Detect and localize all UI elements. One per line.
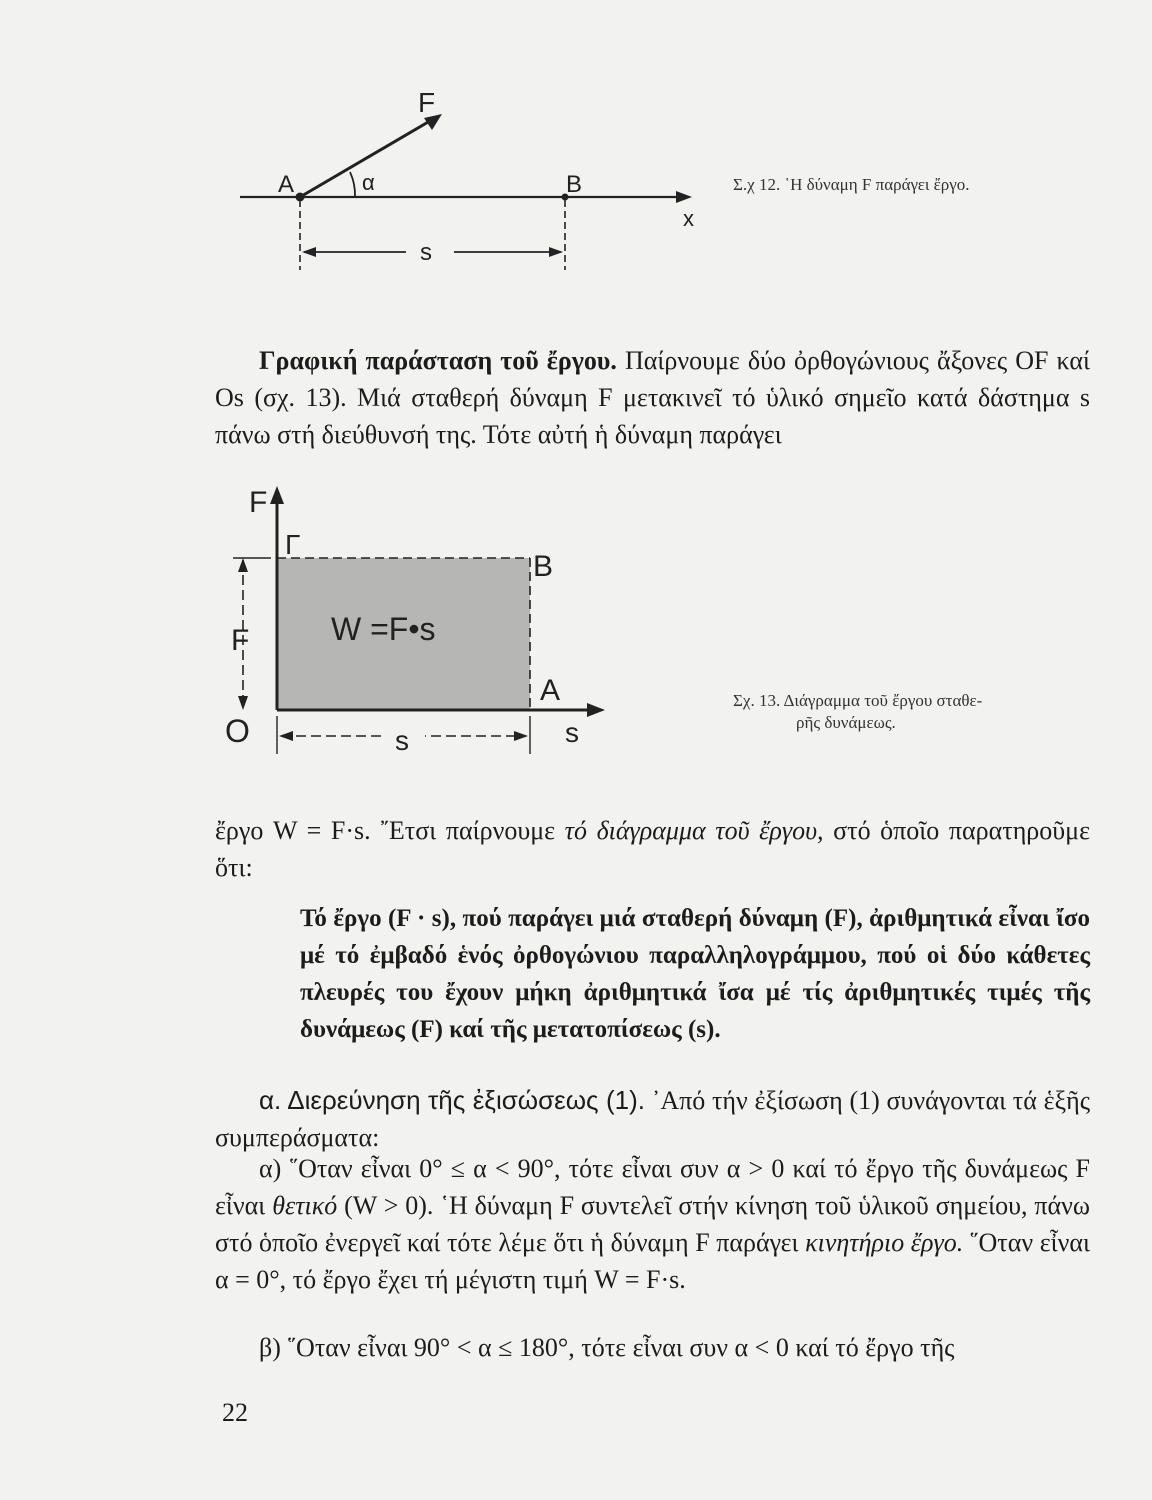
paragraph-graphical-representation bbox=[215, 342, 1090, 453]
figure-13 bbox=[215, 478, 655, 768]
label-b: B bbox=[533, 550, 554, 583]
label-gamma: Γ bbox=[285, 529, 301, 560]
label-b: B bbox=[566, 171, 583, 198]
paragraph-work-diagram bbox=[215, 812, 1090, 886]
paragraph-case-beta: β) ῞Οταν εἶναι 90° < α ≤ 180°, τότε εἶναι συν α < 0 καί τό ἔργο τῆς bbox=[259, 1333, 955, 1362]
figure-13-caption-line-1: Σχ. 13. Διάγραμμα τοῦ ἔργου σταθε- bbox=[733, 691, 983, 710]
f-dimension-arrow-bottom bbox=[238, 696, 248, 710]
paragraph-text: ᾿Από τήν ἐξίσωση (1) συνάγονται τά ἑξῆς συμπεράσματα: bbox=[215, 1086, 1090, 1152]
paragraph-case-alpha bbox=[215, 1150, 1090, 1298]
label-s: s bbox=[420, 239, 432, 266]
figure-12-caption: Σ.χ 12. ῾Η δύναμη F παράγει ἔργο. bbox=[733, 175, 970, 194]
paragraph-text: Παίρνουμε δύο ὀρθογώνιους ἄξονες OF καί Os (σχ. 13). Μιά σταθερή δύναμη F μετακινεῖ τό ὑλικό σημεῖο κατά δάστημα s πάνω στή διεύθυνσή της. Τότε αὐτή ἡ δύναμη παράγει bbox=[215, 346, 1090, 449]
displacement-arrow-left bbox=[302, 247, 316, 257]
figure-13-diagram bbox=[215, 478, 655, 768]
figure-13-caption-line-2: ρῆς δυνάμεως. bbox=[796, 713, 896, 732]
label-a: A bbox=[278, 171, 295, 198]
s-dimension-arrow-right bbox=[514, 731, 528, 741]
page-number: 22 bbox=[222, 1398, 248, 1427]
angle-arc bbox=[350, 172, 355, 197]
figure-12-diagram bbox=[230, 80, 710, 280]
f-axis-arrowhead bbox=[270, 486, 284, 504]
label-f-side: F bbox=[231, 624, 250, 657]
work-formula: W =F•s bbox=[331, 611, 436, 647]
label-a: A bbox=[540, 674, 561, 707]
case-alpha-text-2: (W > 0). ῾Η δύναμη F συντελεῖ στήν κίνηση τοῦ ὑλικοῦ σημείου, πάνω στό ὁποῖο ἐνεργεῖ καί τότε λέμε ὅτι ἡ δύναμη F παράγει bbox=[215, 1191, 1090, 1257]
s-axis-arrowhead bbox=[587, 703, 605, 717]
f-dimension-arrow-top bbox=[238, 558, 248, 572]
x-axis-arrowhead bbox=[676, 191, 692, 203]
case-alpha-italic-1: θετικό bbox=[272, 1191, 338, 1220]
label-s-axis: s bbox=[565, 717, 579, 748]
bold-statement: Τό ἔργο (F · s), πού παράγει μιά σταθερή δύναμη (F), ἀριθμητικά εἶναι ἴσο μέ τό ἐμβαδό ἑνός ὀρθογώνιου παραλληλογράμμου, πού οἱ δύο κάθετες πλευρές του ἔχουν μήκη ἀριθμητικά ἴσα μέ τίς ἀριθμητικές τιμές τῆς δυνάμεως (F) καί τῆς μετατοπίσεως (s). bbox=[300, 905, 1090, 1043]
label-x: x bbox=[683, 206, 694, 231]
paragraph-equation-investigation bbox=[215, 1082, 1090, 1156]
paragraph-text-end: στό ὁποῖο παρατηροῦμε ὅτι: bbox=[215, 816, 1091, 882]
paragraph-text-start: ἔργο W = F·s. ῎Ετσι παίρνουμε bbox=[215, 816, 565, 845]
case-alpha-italic-2: κινητήριο ἔργο. bbox=[805, 1228, 964, 1257]
figure-13-caption bbox=[733, 690, 982, 734]
displacement-arrow-right bbox=[549, 247, 563, 257]
case-alpha-text-3: ῞Οταν εἶναι α = 0°, τό ἔργο ἔχει τή μέγιστη τιμή W = F·s. bbox=[215, 1228, 1091, 1294]
s-dimension-arrow-left bbox=[279, 731, 293, 741]
paragraph-heading: α. Διερεύνηση τῆς ἐξισώσεως (1). bbox=[259, 1085, 645, 1115]
label-f-axis: F bbox=[249, 486, 268, 519]
label-f: F bbox=[418, 87, 436, 118]
case-alpha-text-1: α) ῞Οταν εἶναι 0° ≤ α < 90°, τότε εἶναι συν α > 0 καί τό ἔργο τῆς δυνάμεως F εἶναι bbox=[215, 1154, 1090, 1220]
label-s-dimension: s bbox=[395, 725, 409, 756]
label-o: O bbox=[225, 713, 250, 749]
paragraph-heading: Γραφική παράσταση τοῦ ἔργου. bbox=[259, 346, 617, 375]
label-angle-alpha: α bbox=[362, 170, 375, 195]
figure-12 bbox=[230, 80, 710, 280]
paragraph-text-italic: τό διάγραμμα τοῦ ἔργου, bbox=[564, 816, 824, 845]
